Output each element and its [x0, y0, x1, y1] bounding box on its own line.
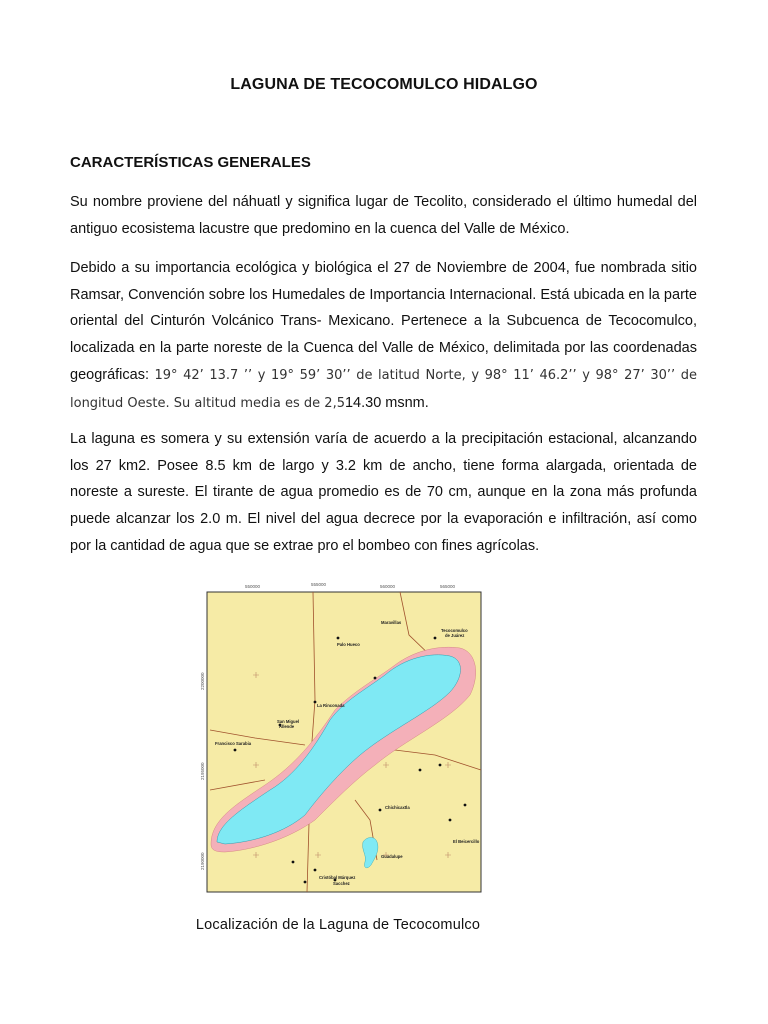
coordinates-text: 19° 42’ 13.7 ’’ y 19° 59’ 30’’ de latitud Norte, y 98° 11’ 46.2’’ y 98° 27’ 30’’ de longitud Oeste. Su altitud media es de 2,5 — [70, 367, 698, 411]
map-label-san-miguel-1: San Miguel — [277, 719, 300, 724]
map-label-guadalupe: Guadalupe — [381, 854, 403, 859]
section-heading: CARACTERÍSTICAS GENERALES — [70, 154, 311, 171]
location-map — [195, 580, 491, 900]
map-label-la-rinconada: La Rinconada — [317, 703, 345, 708]
map-label-tecocomulco-2: de Juárez — [445, 633, 465, 638]
map-label-chichicaxtla: Chichicaxtla — [385, 805, 410, 810]
map-tick-side-2: 2195000 — [200, 762, 205, 780]
paragraph-ramsar-text: Debido a su importancia ecológica y biológica el 27 de Noviembre de 2004, fue nombrada sitio Ramsar, Convención sobre los Humedales de Importancia Internacional. Está ubicada en la parte oriental del Cinturón Volcánico Trans- Mexicano. Pertenece a la Subcuenca de Tecocomulco, localizada en la parte noreste de la Cuenca del Valle de México, delimitada por las coordenadas geográficas: — [70, 260, 697, 383]
map-tick-top-4: 565000 — [440, 584, 456, 589]
map-tick-top-3: 560000 — [380, 584, 396, 589]
map-label-cristobal-1: Cristóbal Márquez — [319, 875, 356, 880]
map-tick-top-2: 555000 — [311, 582, 327, 587]
map-label-palo-hueco: Palo Hueco — [337, 642, 360, 647]
map-tick-top-1: 550000 — [245, 584, 261, 589]
map-caption: Localización de la Laguna de Tecocomulco — [195, 917, 481, 933]
map-label-san-miguel-2: Allende — [279, 724, 295, 729]
document-title: LAGUNA DE TECOCOMULCO HIDALGO — [230, 76, 538, 93]
map-tick-side-1: 2200000 — [200, 672, 205, 690]
map-label-maravillas: Maravillas — [381, 620, 402, 625]
paragraph-origin: Su nombre proviene del náhuatl y significa lugar de Tecolito, considerado el último humedal del antiguo ecosistema lacustre que predomino en la cuenca del Valle de México. — [70, 194, 697, 237]
map-label-cristobal-2: Sacchez — [333, 881, 350, 886]
paragraph-ramsar — [70, 255, 697, 417]
map-label-tecocomulco-1: Tecocomulco — [441, 628, 468, 633]
paragraph-extension: La laguna es somera y su extensión varía de acuerdo a la precipitación estacional, alcanzando los 27 km2. Posee 8.5 km de largo y 3.2 km de ancho, tiene forma alargada, orientada de noreste a sureste. El tirante de agua promedio es de 70 cm, aunque en la zona más profunda puede alcanzar los 2.0 m. El nivel del agua decrece por la evaporación e infiltración, así como por la cantidad de agua que se extrae pro el bombeo con fines agrícolas. — [70, 431, 697, 554]
map-label-el-beicercillo: El Beicercillo — [453, 839, 480, 844]
map-tick-side-3: 2190000 — [200, 852, 205, 870]
altitude-text: 14.30 msnm. — [344, 394, 429, 411]
map-label-francisco-sarabia: Francisco Sarabia — [215, 741, 252, 746]
